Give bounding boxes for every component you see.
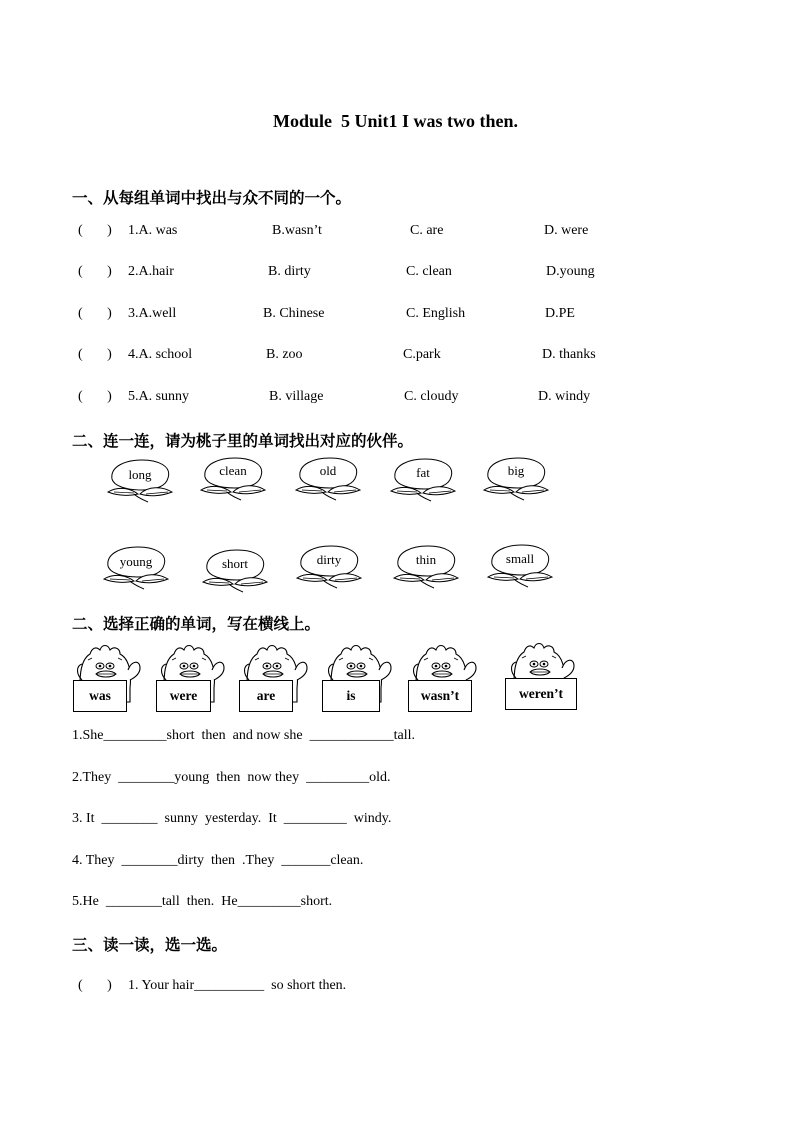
peach-word-label: young [119, 554, 153, 569]
peach-word[interactable] [293, 544, 365, 590]
fill-sentence[interactable]: 3. It ________ sunny yesterday. It _________ windy. [72, 811, 392, 826]
answer-bracket[interactable]: ( ) [78, 978, 112, 993]
peach-word-label: long [128, 467, 152, 482]
option-d: D. windy [538, 389, 591, 404]
option-a: 3.A.well [128, 306, 177, 321]
answer-bracket[interactable]: ( ) [78, 223, 112, 238]
section2-heading: 二、连一连，请为桃子里的单词找出对应的伙伴。 [72, 432, 414, 450]
peach-word-label: short [222, 556, 248, 571]
fill-sentence[interactable]: 2.They ________young then now they _________old. [72, 770, 391, 785]
option-a: 5.A. sunny [128, 389, 190, 404]
peach-word-label: old [319, 463, 337, 478]
word-card-label: weren’t [519, 686, 563, 701]
peach-word[interactable] [390, 544, 462, 590]
option-b: B. Chinese [263, 306, 325, 321]
peach-word[interactable] [484, 543, 556, 589]
option-a: 4.A. school [128, 347, 193, 362]
page-title: Module 5 Unit1 I was two then. [273, 111, 519, 131]
option-a: 2.A.hair [128, 264, 174, 279]
option-a: 1.A. was [128, 223, 178, 238]
peach-word[interactable] [480, 456, 552, 502]
word-card[interactable] [408, 680, 472, 712]
option-b: B. dirty [268, 264, 311, 279]
option-d: D.PE [545, 306, 575, 321]
peach-word-label: big [507, 463, 525, 478]
option-c: C. cloudy [404, 389, 459, 404]
peach-word[interactable] [197, 456, 269, 502]
peach-word-label: fat [416, 465, 430, 480]
peach-word[interactable] [292, 456, 364, 502]
fill-sentence[interactable]: 4. They ________dirty then .They _______clean. [72, 853, 364, 868]
question-text[interactable]: 1. Your hair__________ so short then. [128, 978, 347, 993]
answer-bracket[interactable]: ( ) [78, 389, 112, 404]
peach-word[interactable] [100, 545, 172, 591]
word-card[interactable] [322, 680, 380, 712]
fill-sentence[interactable]: 5.He ________tall then. He_________short. [72, 894, 333, 909]
section1-heading: 一、从每组单词中找出与众不同的一个。 [72, 189, 352, 207]
peach-word[interactable] [104, 458, 176, 504]
word-card[interactable] [73, 680, 127, 712]
option-c: C. clean [406, 264, 452, 279]
peach-word-label: small [505, 551, 535, 566]
word-card-label: was [89, 688, 111, 703]
peach-word-label: clean [219, 463, 247, 478]
word-card-label: are [256, 688, 276, 703]
option-b: B.wasn’t [272, 223, 322, 238]
peach-word-label: thin [415, 552, 437, 567]
peach-word[interactable] [387, 457, 459, 503]
peach-word[interactable] [199, 548, 271, 594]
section3-heading: 二、选择正确的单词，写在横线上。 [72, 615, 321, 633]
option-d: D. thanks [542, 347, 596, 362]
option-b: B. zoo [266, 347, 303, 362]
option-d: D.young [546, 264, 595, 279]
peach-word-label: dirty [316, 552, 342, 567]
word-card-label: is [346, 688, 356, 703]
answer-bracket[interactable]: ( ) [78, 347, 112, 362]
option-c: C. are [410, 223, 444, 238]
fill-sentence[interactable]: 1.She_________short then and now she ____________tall. [72, 728, 415, 743]
word-card[interactable] [239, 680, 293, 712]
option-c: C.park [403, 347, 441, 362]
word-card-label: were [169, 688, 198, 703]
word-card[interactable] [156, 680, 211, 712]
option-d: D. were [544, 223, 589, 238]
option-b: B. village [269, 389, 324, 404]
word-card[interactable] [505, 678, 577, 710]
section4-heading: 三、读一读，选一选。 [72, 936, 228, 954]
answer-bracket[interactable]: ( ) [78, 264, 112, 279]
word-card-label: wasn’t [420, 688, 460, 703]
option-c: C. English [406, 306, 466, 321]
answer-bracket[interactable]: ( ) [78, 306, 112, 321]
